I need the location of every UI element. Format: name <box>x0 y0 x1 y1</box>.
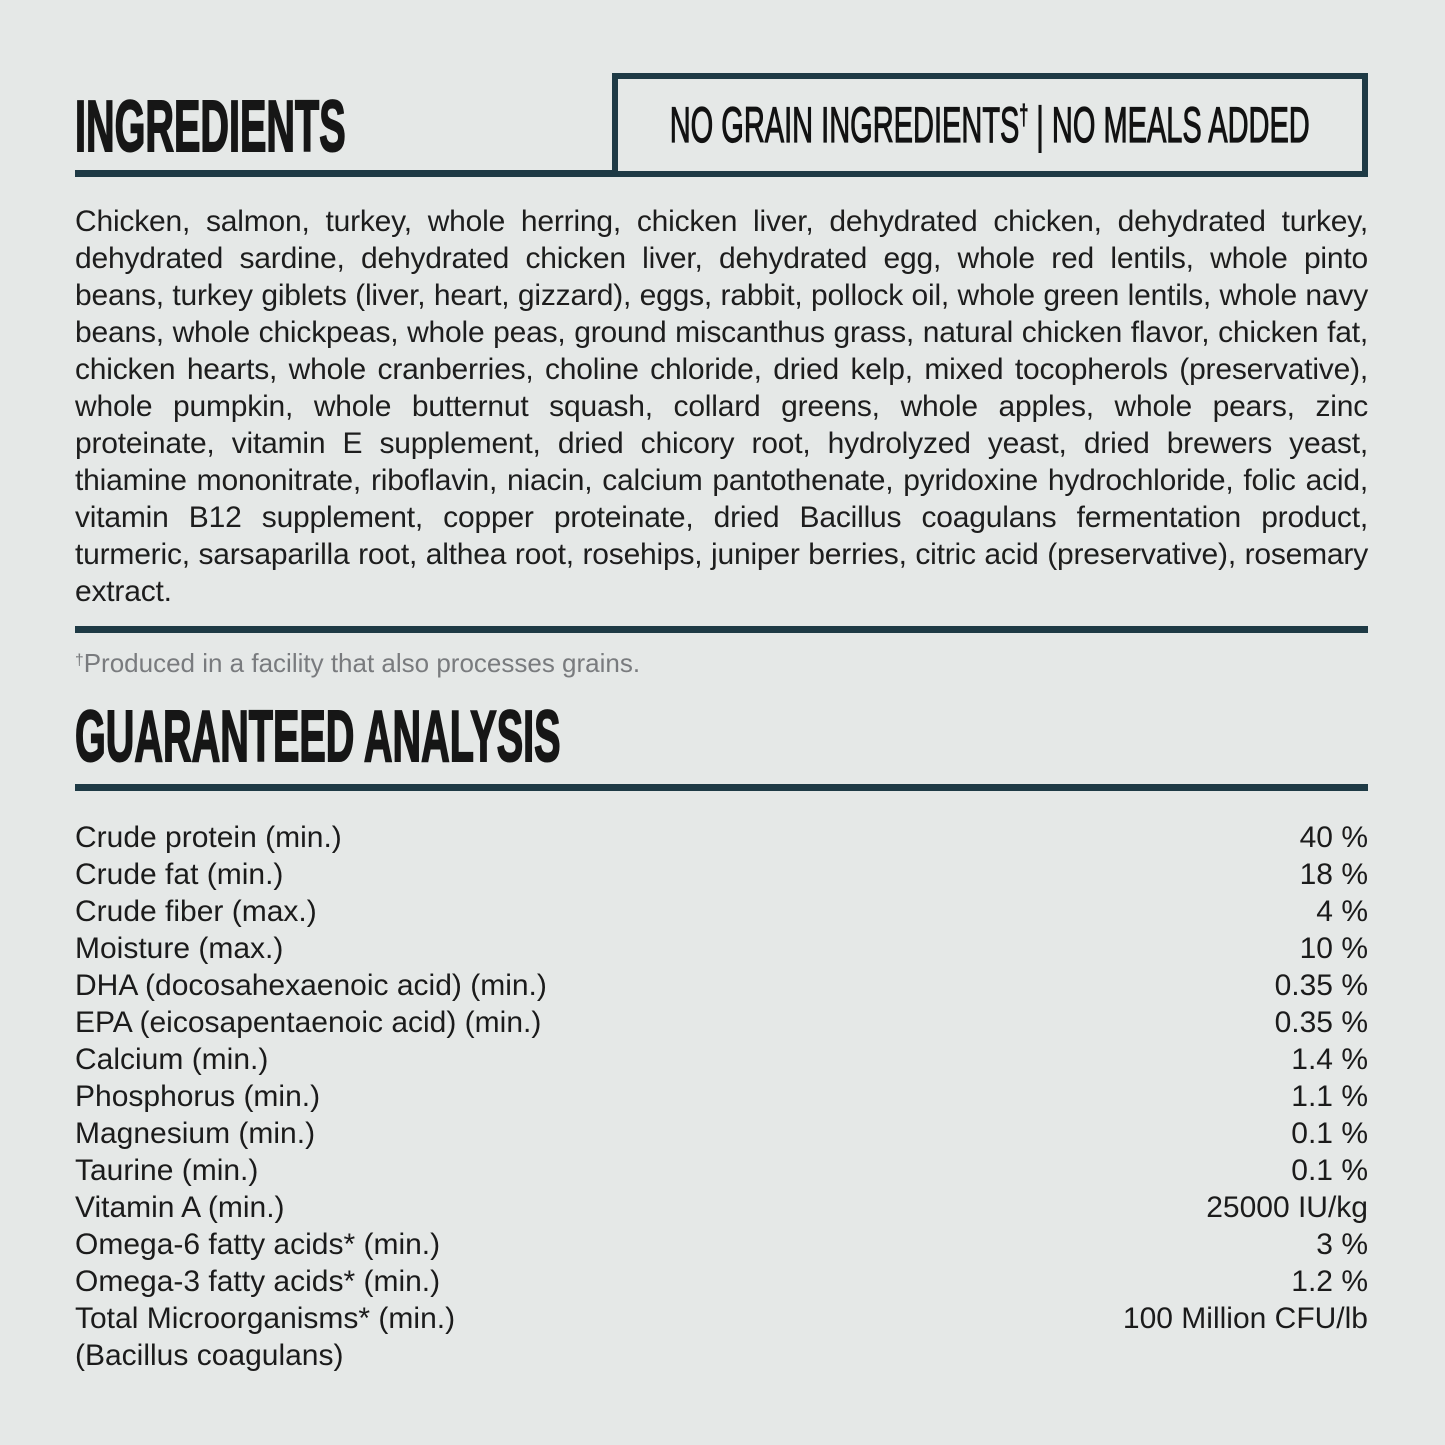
ingredients-title-text: INGREDIENTS <box>75 87 346 167</box>
analysis-row-label: Vitamin A (min.) <box>75 1191 285 1224</box>
analysis-table <box>75 819 1368 1374</box>
analysis-title-underline <box>75 784 1368 791</box>
ingredients-header <box>75 70 1368 177</box>
table-row <box>75 1115 1368 1152</box>
table-row <box>75 819 1368 856</box>
analysis-row-value: 1.2 % <box>1291 1265 1368 1298</box>
table-row <box>75 1004 1368 1041</box>
analysis-row-label: Crude fat (min.) <box>75 858 284 891</box>
ingredients-paragraph: Chicken, salmon, turkey, whole herring, chicken liver, dehydrated chicken, dehydrated turkey, dehydrated sardine, dehydrated chicken liver, dehydrated egg, whole red lentils, whole pinto beans, turkey giblets (liver, heart, gizzard), eggs, rabbit, pollock oil, whole green lentils, whole navy beans, whole chickpeas, whole peas, ground miscanthus grass, natural chicken flavor, chicken fat, chicken hearts, whole cranberries, choline chloride, dried kelp, mixed tocopherols (preservative), whole pumpkin, whole butternut squash, collard greens, whole apples, whole pears, zinc proteinate, vitamin E supplement, dried chicory root, hydrolyzed yeast, dried brewers yeast, thiamine mononitrate, riboflavin, niacin, calcium pantothenate, pyridoxine hydrochloride, folic acid, vitamin B12 supplement, copper proteinate, dried Bacillus coagulans fermentation product, turmeric, sarsaparilla root, althea root, rosehips, juniper berries, citric acid (preservative), rosemary extract. <box>75 205 1368 608</box>
analysis-row-value: 1.4 % <box>1291 1043 1368 1076</box>
label-page <box>0 70 1445 1445</box>
table-row <box>75 967 1368 1004</box>
analysis-row-label: Omega-6 fatty acids* (min.) <box>75 1228 441 1261</box>
analysis-row-value: 0.35 % <box>1274 969 1368 1002</box>
analysis-row-value: 100 Million CFU/lb <box>1122 1302 1368 1335</box>
analysis-row-value: 0.1 % <box>1291 1117 1368 1150</box>
table-row <box>75 1078 1368 1115</box>
analysis-title-text: GUARANTEED ANALYSIS <box>75 697 561 777</box>
analysis-row-value: 3 % <box>1316 1228 1368 1261</box>
analysis-row-label: EPA (eicosapentaenoic acid) (min.) <box>75 1006 542 1039</box>
badge-dagger: † <box>1019 99 1029 131</box>
analysis-row-label: Taurine (min.) <box>75 1154 259 1187</box>
analysis-title <box>75 697 958 777</box>
analysis-header <box>75 691 1368 791</box>
table-row <box>75 893 1368 930</box>
table-row <box>75 930 1368 967</box>
table-row <box>75 1300 1368 1337</box>
table-row <box>75 1337 1368 1374</box>
analysis-row-label: Crude protein (min.) <box>75 821 342 854</box>
analysis-row-value: 0.1 % <box>1291 1154 1368 1187</box>
analysis-row-label: Omega-3 fatty acids* (min.) <box>75 1265 441 1298</box>
no-grain-badge <box>612 73 1368 177</box>
table-row <box>75 1152 1368 1189</box>
analysis-row-label: Phosphorus (min.) <box>75 1080 321 1113</box>
analysis-row-label: Magnesium (min.) <box>75 1117 316 1150</box>
analysis-row-label: Calcium (min.) <box>75 1043 269 1076</box>
analysis-row-value: 40 % <box>1299 821 1368 854</box>
footnote <box>75 647 1368 679</box>
analysis-row-value: 18 % <box>1299 858 1368 891</box>
badge-text-after-dagger: | NO MEALS ADDED <box>1028 97 1311 153</box>
table-row <box>75 1226 1368 1263</box>
no-grain-badge-label <box>669 97 1311 153</box>
table-row <box>75 1041 1368 1078</box>
footnote-dagger: † <box>75 651 84 669</box>
analysis-row-value: 4 % <box>1316 895 1368 928</box>
analysis-row-label: DHA (docosahexaenoic acid) (min.) <box>75 969 547 1002</box>
analysis-row-value: 10 % <box>1299 932 1368 965</box>
analysis-row-label: Total Microorganisms* (min.) <box>75 1302 456 1335</box>
table-row <box>75 1189 1368 1226</box>
analysis-row-label: Moisture (max.) <box>75 932 284 965</box>
analysis-row-value: 1.1 % <box>1291 1080 1368 1113</box>
table-row <box>75 1263 1368 1300</box>
table-row <box>75 856 1368 893</box>
analysis-row-label: Crude fiber (max.) <box>75 895 317 928</box>
analysis-row-label: (Bacillus coagulans) <box>75 1339 344 1372</box>
analysis-row-value: 25000 IU/kg <box>1206 1191 1368 1224</box>
ingredients-title <box>75 87 567 167</box>
analysis-row-value: 0.35 % <box>1274 1006 1368 1039</box>
section-divider-rule <box>75 626 1368 633</box>
footnote-text: Produced in a facility that also processes grains. <box>83 648 641 678</box>
badge-text-before-dagger: NO GRAIN INGREDIENTS <box>669 97 1020 153</box>
